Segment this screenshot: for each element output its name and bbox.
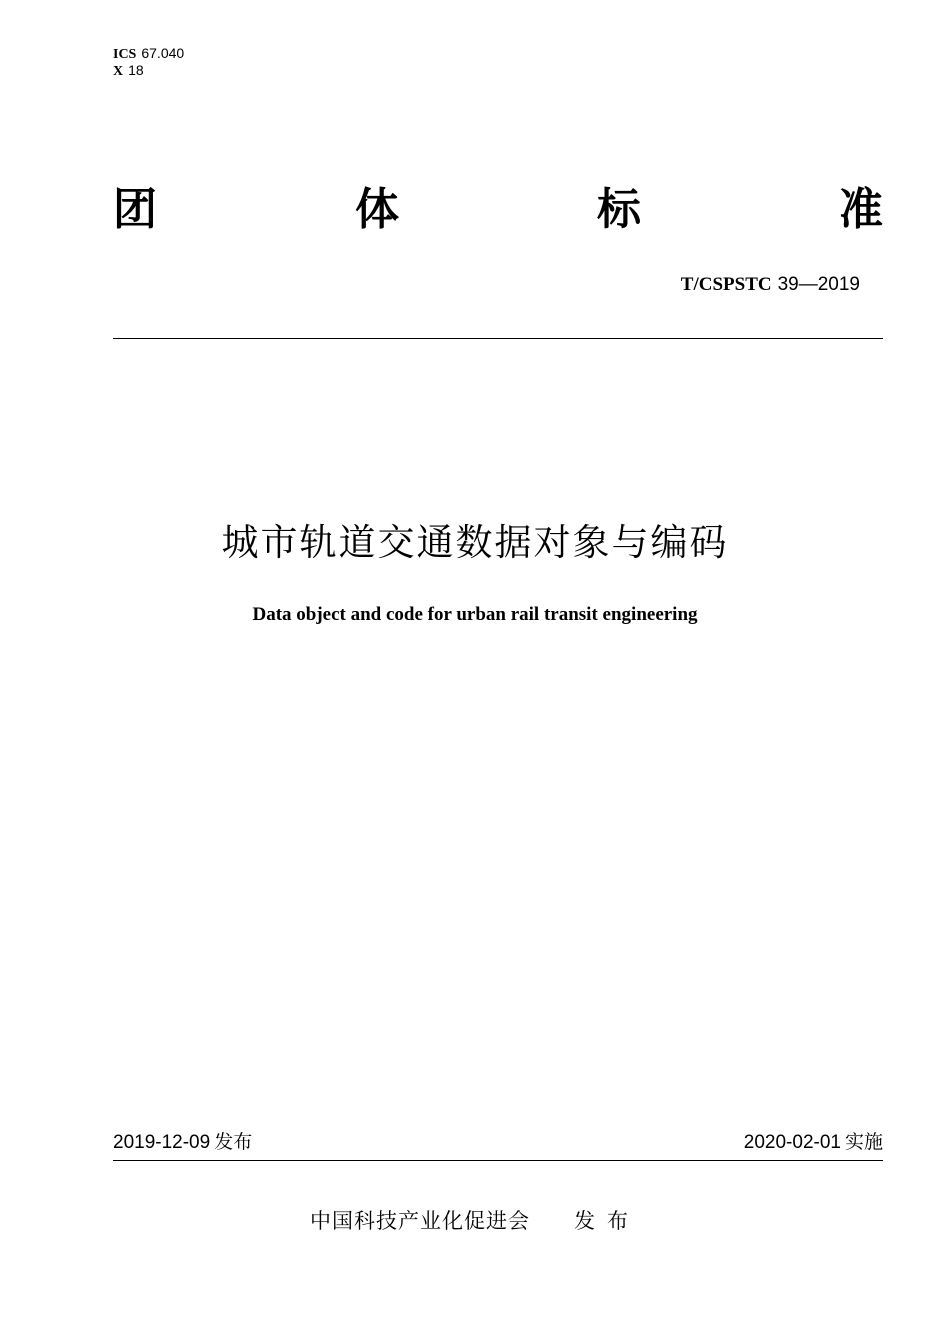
publish-word: 发布 (214, 1131, 253, 1153)
publish-date: 2019-12-09 (113, 1132, 211, 1153)
title-english: Data object and code for urban rail transit engineering (252, 604, 698, 625)
standard-type-char: 准 (839, 184, 883, 235)
standard-type-char: 体 (355, 184, 399, 235)
ccs-code (113, 62, 144, 80)
standard-number (681, 271, 860, 298)
implement-word: 实施 (844, 1131, 883, 1153)
publisher-organization: 中国科技产业化促进会 (310, 1209, 530, 1233)
standard-type-char: 团 (113, 184, 157, 235)
ics-value: 67.040 (141, 45, 185, 61)
standard-number-prefix: T/CSPSTC (680, 274, 772, 295)
ics-code (113, 45, 184, 63)
publisher-action: 发布 (574, 1209, 640, 1233)
ics-label: ICS (113, 47, 137, 62)
bottom-divider (113, 1160, 883, 1161)
implement-date-line (744, 1128, 883, 1157)
ccs-value: 18 (128, 62, 144, 78)
publisher-line (0, 1206, 950, 1236)
standard-number-value: 39—2019 (777, 274, 860, 295)
standard-type-char: 标 (597, 184, 641, 235)
top-divider (113, 338, 883, 339)
standard-type-heading (113, 180, 883, 240)
title-chinese: 城市轨道交通数据对象与编码 (221, 521, 729, 564)
ccs-label: X (113, 64, 124, 79)
publish-date-line (113, 1128, 252, 1157)
implement-date: 2020-02-01 (743, 1132, 841, 1153)
